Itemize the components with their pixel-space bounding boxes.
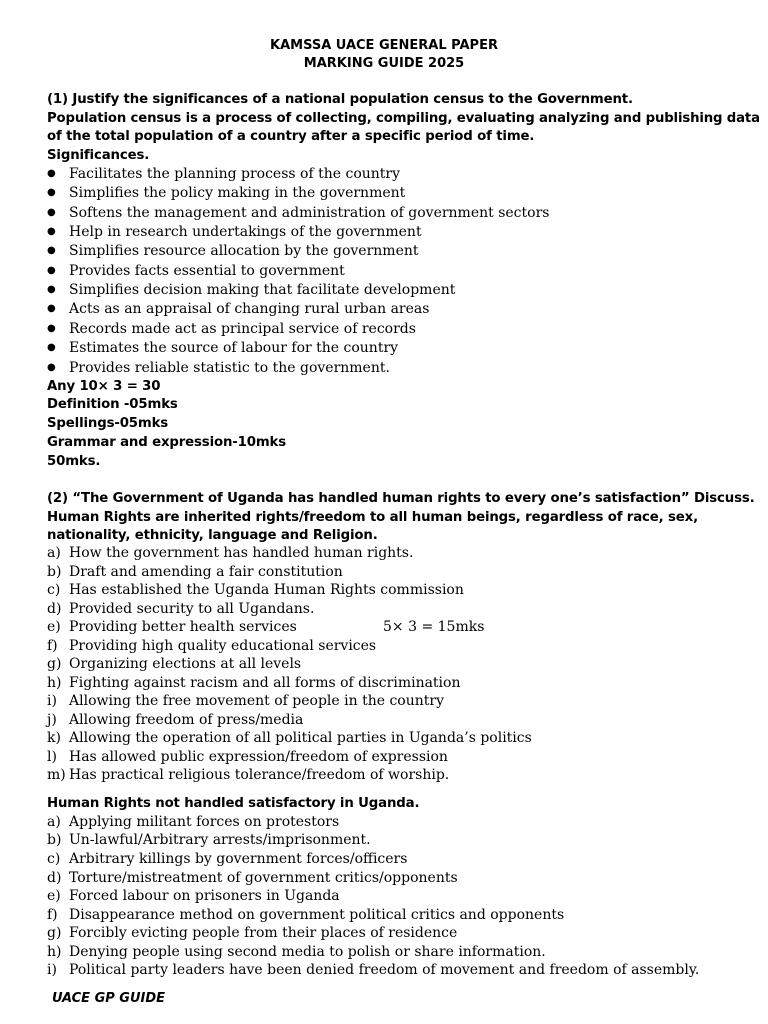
document-title: KAMSSA UACE GENERAL PAPER (270, 38, 498, 53)
list-item: ● Softens the management and administration of government sectors (47, 205, 550, 221)
question-1: (1) Justify the significances of a national population census to the Government. (47, 92, 633, 107)
list-item: c) Has established the Uganda Human Rights commission (47, 582, 464, 598)
list-item: ● Simplifies decision making that facilitate development (47, 282, 456, 298)
list-item: i) Political party leaders have been denied freedom of movement and freedom of assembly. (47, 962, 700, 978)
list-item: ● Provides reliable statistic to the government. (47, 360, 390, 376)
bullet-icon: ● (47, 303, 56, 314)
q1-marks-grammar: Grammar and expression-10mks (47, 435, 287, 450)
list-item: i) Allowing the free movement of people in the country (47, 693, 444, 709)
q1-marks-spellings: Spellings-05mks (47, 416, 169, 431)
bullet-icon: ● (47, 207, 56, 218)
list-item: ● Estimates the source of labour for the country (47, 340, 399, 356)
bullet-icon: ● (47, 362, 56, 373)
list-item: b) Draft and amending a fair constitution (47, 564, 343, 580)
list-item: f) Providing high quality educational services (47, 638, 377, 654)
list-item: ● Simplifies resource allocation by the government (47, 243, 419, 259)
q1-marks-total: Any 10× 3 = 30 (47, 379, 161, 394)
q2-marks-note: 5× 3 = 15mks (383, 619, 485, 635)
question-2: (2) “The Government of Uganda has handled human rights to every one’s satisfaction” Discuss. (47, 491, 755, 506)
list-item: ● Records made act as principal service of records (47, 321, 416, 337)
list-item: ● Help in research undertakings of the government (47, 224, 422, 240)
list-item: f) Disappearance method on government political critics and opponents (47, 907, 565, 923)
list-item: k) Allowing the operation of all political parties in Uganda’s politics (47, 730, 532, 746)
list-item: h) Denying people using second media to polish or share information. (47, 944, 546, 960)
q1-definition-line-2: of the total population of a country after a specific period of time. (47, 129, 535, 144)
q1-marks-definition: Definition -05mks (47, 397, 178, 412)
list-item: m) Has practical religious tolerance/freedom of worship. (47, 767, 450, 783)
bullet-icon: ● (47, 168, 56, 179)
list-item: b) Un-lawful/Arbitrary arrests/imprisonment. (47, 832, 371, 848)
list-item: a) How the government has handled human rights. (47, 545, 414, 561)
q2-definition-line-2: nationality, ethnicity, language and Religion. (47, 528, 378, 543)
bullet-icon: ● (47, 245, 56, 256)
list-item: ● Facilitates the planning process of the country (47, 166, 401, 182)
bullet-icon: ● (47, 226, 56, 237)
list-item: e) Providing better health services (47, 619, 297, 635)
list-item: h) Fighting against racism and all forms of discrimination (47, 675, 461, 691)
q2-definition-line-1: Human Rights are inherited rights/freedom to all human beings, regardless of race, sex, (47, 510, 698, 525)
bullet-icon: ● (47, 187, 56, 198)
bullet-icon: ● (47, 342, 56, 353)
list-item: l) Has allowed public expression/freedom of expression (47, 749, 448, 765)
footer-label: UACE GP GUIDE (52, 991, 166, 1006)
list-item: d) Torture/mistreatment of government critics/opponents (47, 870, 458, 886)
list-item: ● Acts as an appraisal of changing rural urban areas (47, 301, 430, 317)
list-item: a) Applying militant forces on protestors (47, 814, 340, 830)
list-item: d) Provided security to all Ugandans. (47, 601, 315, 617)
list-item: ● Provides facts essential to government (47, 263, 345, 279)
q1-significances-heading: Significances. (47, 148, 150, 163)
document-subtitle: MARKING GUIDE 2025 (303, 56, 465, 71)
list-item: j) Allowing freedom of press/media (47, 712, 304, 728)
list-item: c) Arbitrary killings by government forces/officers (47, 851, 408, 867)
q2-not-handled-heading: Human Rights not handled satisfactory in Uganda. (47, 796, 420, 811)
list-item: e) Forced labour on prisoners in Uganda (47, 888, 340, 904)
q1-marks-overall: 50mks. (47, 454, 101, 469)
bullet-icon: ● (47, 265, 56, 276)
bullet-icon: ● (47, 323, 56, 334)
bullet-icon: ● (47, 284, 56, 295)
list-item: ● Simplifies the policy making in the government (47, 185, 406, 201)
q1-definition-line-1: Population census is a process of collecting, compiling, evaluating analyzing and publishing data (47, 111, 760, 126)
list-item: g) Forcibly evicting people from their places of residence (47, 925, 458, 941)
list-item: g) Organizing elections at all levels (47, 656, 302, 672)
